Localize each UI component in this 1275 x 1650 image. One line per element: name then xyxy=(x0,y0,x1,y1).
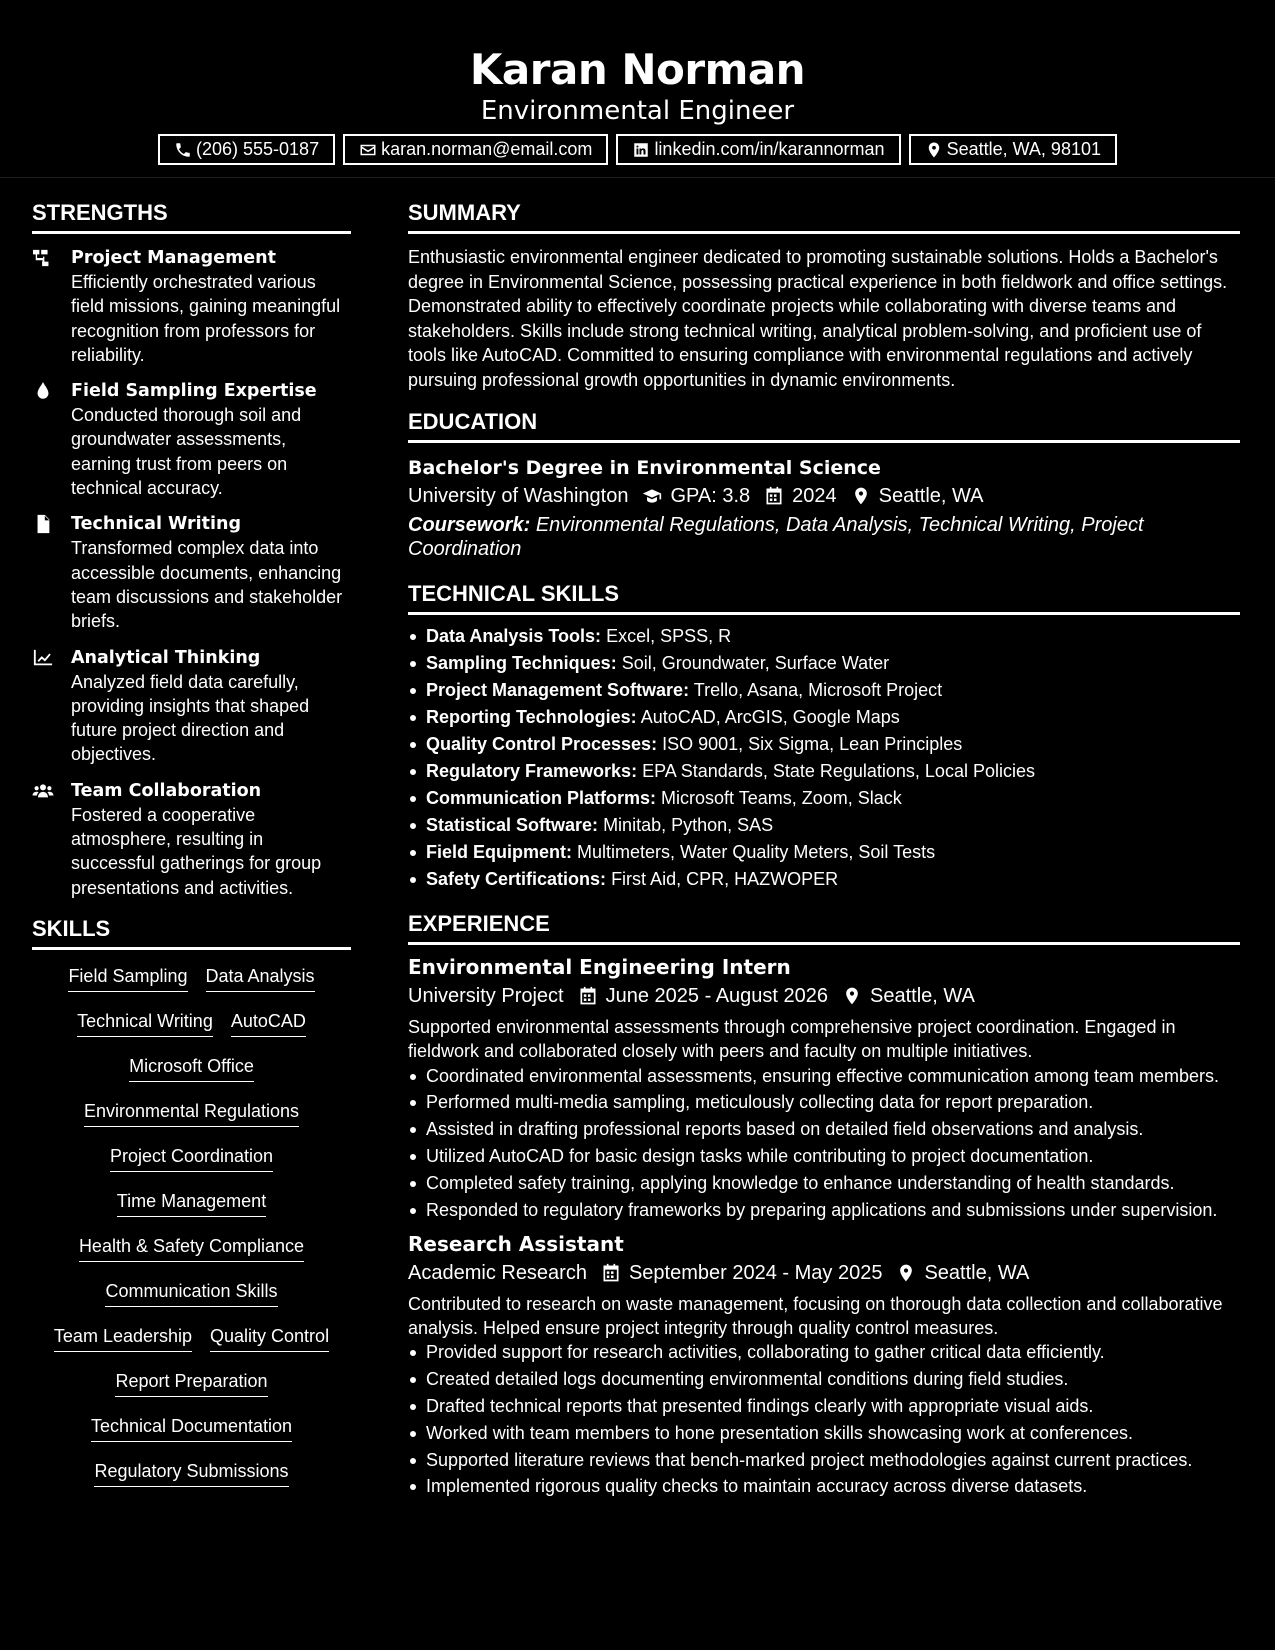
skill-tag: Team Leadership xyxy=(54,1324,192,1352)
skill-row xyxy=(32,1054,351,1099)
line-chart-icon xyxy=(32,648,56,668)
skill-tag: Project Coordination xyxy=(110,1144,273,1172)
contact-bar xyxy=(0,134,1275,165)
strength-item xyxy=(32,246,351,367)
map-marker-icon xyxy=(896,1263,916,1283)
list-item xyxy=(408,785,1240,812)
email-text: karan.norman@email.com xyxy=(381,139,593,159)
skill-tag: Quality Control xyxy=(210,1324,329,1352)
job-bullets xyxy=(408,1340,1240,1498)
resume-header xyxy=(0,0,1275,178)
graduation-year: 2024 xyxy=(792,485,837,507)
skill-category: Reporting Technologies: xyxy=(426,707,637,727)
technical-skills-heading: TECHNICAL SKILLS xyxy=(408,577,1240,615)
skill-row xyxy=(32,1369,351,1414)
job-bullets xyxy=(408,1064,1240,1222)
list-item: Assisted in drafting professional reports based on detailed field observations and analysis. xyxy=(408,1117,1240,1141)
calendar-icon xyxy=(764,486,784,506)
school-name: University of Washington xyxy=(408,485,629,507)
strength-desc: Conducted thorough soil and groundwater assessments, earning trust from peers on technical accuracy. xyxy=(71,405,302,499)
users-icon xyxy=(32,781,56,801)
phone-text: (206) 555-0187 xyxy=(195,139,320,159)
job-title: Environmental Engineering Intern xyxy=(408,955,791,979)
project-diagram-icon xyxy=(32,248,56,268)
school-location: Seattle, WA xyxy=(878,485,984,507)
skill-tag: Regulatory Submissions xyxy=(94,1459,288,1487)
envelope-icon xyxy=(359,141,377,159)
skill-category: Safety Certifications: xyxy=(426,869,607,889)
list-item xyxy=(408,731,1240,758)
phone-icon xyxy=(174,141,192,159)
job-entry xyxy=(408,1230,1240,1499)
linkedin-icon xyxy=(632,141,650,159)
skill-values: Microsoft Teams, Zoom, Slack xyxy=(661,788,902,808)
skill-category: Regulatory Frameworks: xyxy=(426,761,638,781)
skill-category: Field Equipment: xyxy=(426,842,572,862)
skill-values: First Aid, CPR, HAZWOPER xyxy=(611,869,839,889)
coursework-label: Coursework: xyxy=(408,514,531,536)
skills-list xyxy=(32,964,351,1504)
skill-values: EPA Standards, State Regulations, Local Policies xyxy=(642,761,1035,781)
job-title: Research Assistant xyxy=(408,1231,624,1256)
skill-category: Sampling Techniques: xyxy=(426,653,617,673)
strength-desc: Transformed complex data into accessible documents, enhancing team discussions and stakeholder briefs. xyxy=(71,538,343,632)
strength-title: Field Sampling Expertise xyxy=(71,381,317,402)
strength-item xyxy=(32,379,351,500)
list-item xyxy=(408,704,1240,731)
contact-linkedin[interactable] xyxy=(616,134,900,165)
strength-desc: Analyzed field data carefully, providing insights that shaped future project direction and objectives. xyxy=(71,671,310,765)
map-marker-icon xyxy=(925,141,943,159)
skill-row xyxy=(32,1144,351,1189)
job-entry xyxy=(408,953,1240,1222)
skill-values: Soil, Groundwater, Surface Water xyxy=(621,653,890,673)
skill-tag: Time Management xyxy=(117,1189,266,1217)
contact-phone[interactable] xyxy=(158,134,335,165)
skill-tag: Report Preparation xyxy=(115,1369,267,1397)
education-meta xyxy=(408,481,1240,511)
skill-row xyxy=(32,964,351,1009)
list-item: Supported literature reviews that bench-marked project methodologies against current practices. xyxy=(408,1448,1240,1472)
right-column xyxy=(408,196,1240,1501)
droplet-icon xyxy=(32,381,56,401)
list-item: Completed safety training, applying knowledge to enhance understanding of health standards. xyxy=(408,1171,1240,1195)
skill-tag: Environmental Regulations xyxy=(84,1099,299,1127)
job-description: Supported environmental assessments through comprehensive project coordination. Engaged in fieldwork and collaborated closely with peers and faculty on multiple initiatives. xyxy=(408,1017,1176,1062)
summary-heading: SUMMARY xyxy=(408,196,1240,234)
list-item: Coordinated environmental assessments, ensuring effective communication among team members. xyxy=(408,1064,1240,1088)
strength-title: Project Management xyxy=(71,248,276,268)
list-item: Drafted technical reports that presented findings clearly with appropriate visual aids. xyxy=(408,1394,1240,1418)
list-item: Provided support for research activities, collaborating to gather critical data efficiently. xyxy=(408,1340,1240,1364)
candidate-title: Environmental Engineer xyxy=(480,96,795,126)
skill-tag: Microsoft Office xyxy=(129,1054,254,1082)
strength-item xyxy=(32,646,351,767)
coursework xyxy=(408,513,1240,561)
skill-row xyxy=(32,1099,351,1144)
list-item xyxy=(408,650,1240,677)
skills-heading: SKILLS xyxy=(32,912,351,950)
skill-category: Communication Platforms: xyxy=(426,788,657,808)
skill-tag: Communication Skills xyxy=(105,1279,277,1307)
strengths-heading: STRENGTHS xyxy=(32,196,351,234)
job-org: University Project xyxy=(408,985,564,1007)
list-item xyxy=(408,839,1240,866)
skill-row xyxy=(32,1189,351,1234)
skill-values: AutoCAD, ArcGIS, Google Maps xyxy=(640,707,900,727)
skill-tag: Health & Safety Compliance xyxy=(79,1234,304,1262)
job-location: Seattle, WA xyxy=(924,1261,1030,1284)
strength-item xyxy=(32,779,351,900)
job-dates: June 2025 - August 2026 xyxy=(605,985,829,1007)
skill-tag: AutoCAD xyxy=(231,1009,306,1037)
education-heading: EDUCATION xyxy=(408,405,1240,443)
map-marker-icon xyxy=(851,486,871,506)
strengths-list xyxy=(32,246,351,900)
list-item: Utilized AutoCAD for basic design tasks while contributing to project documentation. xyxy=(408,1144,1240,1168)
skill-tag: Field Sampling xyxy=(68,964,187,992)
list-item xyxy=(408,677,1240,704)
skill-tag: Technical Documentation xyxy=(91,1414,292,1442)
skill-row xyxy=(32,1234,351,1279)
skill-category: Statistical Software: xyxy=(426,815,599,835)
list-item xyxy=(408,623,1240,650)
experience-heading: EXPERIENCE xyxy=(408,907,1240,945)
job-org: Academic Research xyxy=(408,1261,587,1284)
list-item: Performed multi-media sampling, meticulously collecting data for report preparation. xyxy=(408,1090,1240,1114)
job-description: Contributed to research on waste management, focusing on thorough data collection and collaborative analysis. Helped ensure project integrity through quality control measures. xyxy=(408,1293,1223,1339)
job-location: Seattle, WA xyxy=(870,985,975,1007)
document-icon xyxy=(32,514,56,534)
skill-tag: Technical Writing xyxy=(77,1009,213,1037)
skill-values: Multimeters, Water Quality Meters, Soil Tests xyxy=(577,842,936,862)
skill-row xyxy=(32,1324,351,1369)
technical-skills-list xyxy=(408,623,1240,893)
linkedin-text: linkedin.com/in/karannorman xyxy=(654,139,885,159)
job-meta xyxy=(408,981,1240,1011)
skill-category: Quality Control Processes: xyxy=(426,734,658,754)
candidate-name: Karan Norman xyxy=(469,45,806,94)
job-meta xyxy=(408,1258,1240,1288)
skill-values: Minitab, Python, SAS xyxy=(603,815,774,835)
location-text: Seattle, WA, 98101 xyxy=(946,139,1101,159)
list-item xyxy=(408,866,1240,893)
strength-title: Team Collaboration xyxy=(71,780,262,801)
contact-email[interactable] xyxy=(343,134,608,165)
skill-row xyxy=(32,1414,351,1459)
job-dates: September 2024 - May 2025 xyxy=(628,1261,883,1284)
skill-row xyxy=(32,1009,351,1054)
calendar-icon xyxy=(601,1263,621,1283)
list-item: Created detailed logs documenting environmental conditions during field studies. xyxy=(408,1367,1240,1391)
contact-location[interactable] xyxy=(909,134,1117,165)
coursework-list: Environmental Regulations, Data Analysis, Technical Writing, Project Coordination xyxy=(408,514,1144,560)
strength-title: Technical Writing xyxy=(71,514,242,535)
degree-title: Bachelor's Degree in Environmental Science xyxy=(408,457,881,479)
calendar-icon xyxy=(578,986,598,1006)
strength-title: Analytical Thinking xyxy=(71,647,261,668)
skill-category: Project Management Software: xyxy=(426,680,690,700)
list-item xyxy=(408,758,1240,785)
skill-values: Trello, Asana, Microsoft Project xyxy=(693,680,943,700)
gpa-text: GPA: 3.8 xyxy=(670,485,751,507)
graduation-cap-icon xyxy=(642,486,662,506)
skill-tag: Data Analysis xyxy=(206,964,315,992)
list-item xyxy=(408,812,1240,839)
left-column xyxy=(32,196,351,1504)
skill-values: Excel, SPSS, R xyxy=(606,626,732,646)
skill-category: Data Analysis Tools: xyxy=(426,626,602,646)
summary-text: Enthusiastic environmental engineer dedicated to promoting sustainable solutions. Holds a Bachelor's degree in Environmental Science, possessing practical experience in both fieldwork and office settings. Demonstrated ability to effectively coordinate projects while collaborating with diverse teams and stakeholders. Skills include strong technical writing, analytical problem-solving, and proficient use of tools like AutoCAD. Committed to ensuring compliance with environmental regulations and actively pursuing professional growth opportunities in dynamic environments. xyxy=(408,247,1228,390)
strength-desc: Efficiently orchestrated various field missions, gaining meaningful recognition from professors for reliability. xyxy=(71,272,341,365)
strength-desc: Fostered a cooperative atmosphere, resulting in successful gatherings for group presentations and activities. xyxy=(71,804,322,898)
map-marker-icon xyxy=(842,986,862,1006)
list-item: Worked with team members to hone presentation skills showcasing work at conferences. xyxy=(408,1421,1240,1445)
skill-values: ISO 9001, Six Sigma, Lean Principles xyxy=(662,734,963,754)
list-item: Responded to regulatory frameworks by preparing applications and submissions under supervision. xyxy=(408,1198,1240,1222)
skill-row xyxy=(32,1279,351,1324)
skill-row xyxy=(32,1459,351,1504)
list-item: Implemented rigorous quality checks to maintain accuracy across diverse datasets. xyxy=(408,1474,1240,1498)
strength-item xyxy=(32,512,351,633)
